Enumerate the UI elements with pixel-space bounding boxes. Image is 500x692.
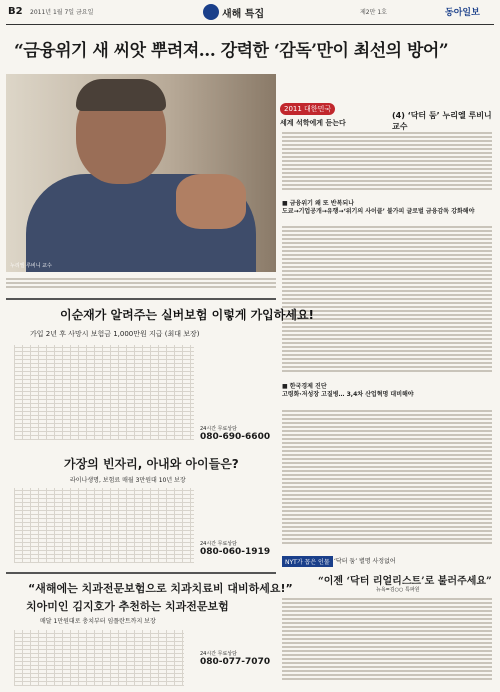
- ad2-table: [14, 488, 194, 563]
- ad3-table: [14, 630, 184, 686]
- ad3-title-2: 치아미인 김지호가 추천하는 치과전문보험: [26, 600, 229, 613]
- article-body-bottom: [282, 410, 492, 550]
- photo-credit-lines: [6, 278, 276, 294]
- section-label: 새해 특집: [222, 8, 265, 20]
- ad1-title: 이순재가 알려주는 실버보험 이렇게 가입하세요!: [60, 308, 315, 322]
- subhead-first: [282, 200, 492, 216]
- nyt-byline: 뉴욕=김○○ 특파원: [376, 587, 420, 593]
- newspaper-name: 동아일보: [445, 8, 480, 18]
- page-number: B2: [8, 6, 23, 17]
- subhead-first-body: 도쿄→기업공개→유행→‘위기의 사이클’ 불가피 글로벌 금융감독 강화해야: [282, 208, 475, 215]
- ad1-subtitle: 가입 2년 후 사망시 보험금 1,000만원 지급 (최대 보장): [30, 330, 200, 338]
- ad1-table: [14, 345, 194, 440]
- ad1-phone-number: 080-690-6600: [200, 432, 271, 442]
- ad2-phone[interactable]: [200, 540, 270, 557]
- ad2-title: 가장의 빈자리, 아내와 아이들은?: [64, 457, 239, 471]
- newspaper-logo-icon: [203, 4, 219, 20]
- ad2-phone-note: 24시간 무료상담: [200, 541, 237, 547]
- photo-figure-hand: [176, 174, 246, 229]
- nyt-headline: “이젠 ‘닥터 리얼리스트’로 불러주세요”: [318, 576, 492, 587]
- photo-caption: 누리엘 루비니 교수: [10, 263, 52, 269]
- subhead-second: [282, 383, 492, 399]
- article-body-top: [282, 132, 492, 194]
- ad3-phone[interactable]: [200, 650, 270, 667]
- interviewee-title: (4) ‘닥터 둠’ 누리엘 루비니 교수: [392, 111, 492, 131]
- subhead-second-body: 고령화·저성장 고질병… 3,4차 산업혁명 대비해야: [282, 391, 414, 398]
- nyt-label: NYT가 꼽은 인물: [282, 556, 333, 567]
- ad1-phone-note: 24시간 무료상담: [200, 426, 237, 432]
- nyt-body: [282, 598, 492, 686]
- article-body-middle: [282, 226, 492, 376]
- publication-date: 2011년 1월 7일 금요일: [30, 9, 94, 16]
- ad3-phone-note: 24시간 무료상담: [200, 651, 237, 657]
- ad3-phone-number: 080-077-7070: [200, 657, 271, 667]
- photo-figure-hair: [76, 79, 166, 111]
- series-badge: 2011 대한민국: [280, 103, 335, 115]
- ad3-title-1: “새해에는 치과전문보험으로 치과치료비 대비하세요!”: [28, 582, 293, 595]
- issue-number: 제2만 1호: [360, 9, 387, 16]
- ad3-subtitle: 매달 1만원대로 충치부터 임플란트까지 보장: [40, 618, 156, 625]
- nyt-title: ‘닥터 둠’ 별명 사정없어: [334, 558, 396, 565]
- subhead-first-label: ■ 금융위기 왜 또 반복되나: [282, 200, 354, 207]
- page-headline: “금융위기 새 씨앗 뿌려져… 강력한 ‘감독’만이 최선의 방어”: [14, 41, 449, 61]
- interview-photo: [6, 74, 276, 272]
- ad2-subtitle: 라이나생명, 보험료 매월 3만원대 10년 보장: [70, 477, 186, 484]
- header-divider: [6, 24, 494, 25]
- section-title: [203, 4, 264, 20]
- series-subtitle: 세계 석학에게 듣는다: [280, 119, 346, 127]
- subhead-second-label: ■ 한국경제 진단: [282, 383, 327, 390]
- ad1-phone[interactable]: [200, 425, 270, 442]
- ad2-phone-number: 080-060-1919: [200, 547, 271, 557]
